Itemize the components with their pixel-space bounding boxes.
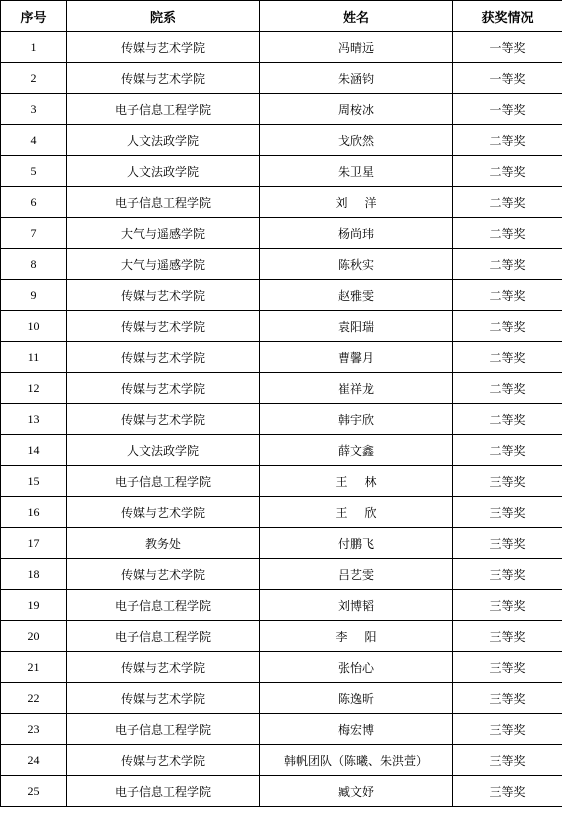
table-row <box>1 590 562 621</box>
cell-name: 曹馨月 <box>260 342 453 373</box>
cell-no: 7 <box>1 218 67 249</box>
cell-dept: 传媒与艺术学院 <box>67 652 260 683</box>
cell-dept: 人文法政学院 <box>67 125 260 156</box>
cell-award: 三等奖 <box>453 528 562 559</box>
table-row <box>1 311 562 342</box>
header-award: 获奖情况 <box>453 1 562 32</box>
cell-no: 20 <box>1 621 67 652</box>
table-row <box>1 652 562 683</box>
cell-dept: 传媒与艺术学院 <box>67 63 260 94</box>
cell-award: 一等奖 <box>453 94 562 125</box>
cell-name: 付鹏飞 <box>260 528 453 559</box>
cell-award: 三等奖 <box>453 652 562 683</box>
table-row <box>1 63 562 94</box>
cell-name: 杨尚玮 <box>260 218 453 249</box>
cell-award: 二等奖 <box>453 373 562 404</box>
table-row <box>1 249 562 280</box>
cell-award: 三等奖 <box>453 776 562 807</box>
cell-dept: 教务处 <box>67 528 260 559</box>
table-row <box>1 776 562 807</box>
header-dept: 院系 <box>67 1 260 32</box>
cell-award: 二等奖 <box>453 435 562 466</box>
cell-name: 吕艺雯 <box>260 559 453 590</box>
cell-name: 冯晴远 <box>260 32 453 63</box>
cell-award: 二等奖 <box>453 125 562 156</box>
table-row <box>1 745 562 776</box>
table-row <box>1 94 562 125</box>
cell-dept: 电子信息工程学院 <box>67 94 260 125</box>
table-row <box>1 497 562 528</box>
cell-name: 朱涵钧 <box>260 63 453 94</box>
table-row <box>1 528 562 559</box>
cell-name: 薛文鑫 <box>260 435 453 466</box>
cell-name: 王 林 <box>260 466 453 497</box>
cell-award: 二等奖 <box>453 249 562 280</box>
cell-name: 崔祥龙 <box>260 373 453 404</box>
cell-award: 二等奖 <box>453 404 562 435</box>
table-row <box>1 435 562 466</box>
cell-no: 2 <box>1 63 67 94</box>
cell-name: 陈秋实 <box>260 249 453 280</box>
cell-name: 张怡心 <box>260 652 453 683</box>
table-row <box>1 32 562 63</box>
cell-dept: 传媒与艺术学院 <box>67 559 260 590</box>
cell-dept: 传媒与艺术学院 <box>67 311 260 342</box>
cell-award: 二等奖 <box>453 156 562 187</box>
cell-award: 三等奖 <box>453 683 562 714</box>
table-row <box>1 373 562 404</box>
cell-no: 14 <box>1 435 67 466</box>
cell-name: 臧文妤 <box>260 776 453 807</box>
cell-award: 一等奖 <box>453 32 562 63</box>
cell-no: 12 <box>1 373 67 404</box>
cell-no: 24 <box>1 745 67 776</box>
table-row <box>1 218 562 249</box>
cell-no: 13 <box>1 404 67 435</box>
cell-award: 三等奖 <box>453 590 562 621</box>
cell-dept: 人文法政学院 <box>67 156 260 187</box>
cell-award: 二等奖 <box>453 218 562 249</box>
table-row <box>1 125 562 156</box>
cell-name: 戈欣然 <box>260 125 453 156</box>
cell-no: 5 <box>1 156 67 187</box>
cell-dept: 电子信息工程学院 <box>67 714 260 745</box>
cell-name: 韩帆团队（陈曦、朱洪萱） <box>260 745 453 776</box>
cell-no: 17 <box>1 528 67 559</box>
cell-award: 三等奖 <box>453 714 562 745</box>
cell-award: 二等奖 <box>453 311 562 342</box>
cell-dept: 传媒与艺术学院 <box>67 745 260 776</box>
header-name: 姓名 <box>260 1 453 32</box>
cell-dept: 传媒与艺术学院 <box>67 280 260 311</box>
cell-no: 18 <box>1 559 67 590</box>
cell-dept: 传媒与艺术学院 <box>67 404 260 435</box>
cell-no: 1 <box>1 32 67 63</box>
cell-no: 16 <box>1 497 67 528</box>
cell-dept: 传媒与艺术学院 <box>67 497 260 528</box>
cell-award: 一等奖 <box>453 63 562 94</box>
table-row <box>1 621 562 652</box>
cell-name: 李 阳 <box>260 621 453 652</box>
cell-award: 二等奖 <box>453 342 562 373</box>
cell-name: 刘 洋 <box>260 187 453 218</box>
cell-no: 9 <box>1 280 67 311</box>
table-row <box>1 683 562 714</box>
table-row <box>1 187 562 218</box>
cell-no: 15 <box>1 466 67 497</box>
table-row <box>1 466 562 497</box>
cell-award: 三等奖 <box>453 559 562 590</box>
cell-dept: 人文法政学院 <box>67 435 260 466</box>
cell-name: 袁阳瑞 <box>260 311 453 342</box>
header-row <box>1 1 562 32</box>
cell-dept: 传媒与艺术学院 <box>67 32 260 63</box>
table-row <box>1 342 562 373</box>
cell-dept: 电子信息工程学院 <box>67 466 260 497</box>
cell-dept: 电子信息工程学院 <box>67 590 260 621</box>
cell-dept: 传媒与艺术学院 <box>67 342 260 373</box>
cell-no: 21 <box>1 652 67 683</box>
cell-no: 25 <box>1 776 67 807</box>
cell-award: 三等奖 <box>453 497 562 528</box>
table-row <box>1 156 562 187</box>
cell-award: 二等奖 <box>453 280 562 311</box>
cell-name: 韩宇欣 <box>260 404 453 435</box>
table-row <box>1 404 562 435</box>
header-no: 序号 <box>1 1 67 32</box>
table-row <box>1 714 562 745</box>
cell-dept: 大气与遥感学院 <box>67 249 260 280</box>
cell-dept: 电子信息工程学院 <box>67 187 260 218</box>
cell-no: 3 <box>1 94 67 125</box>
table-body <box>1 32 562 807</box>
cell-no: 11 <box>1 342 67 373</box>
cell-name: 王 欣 <box>260 497 453 528</box>
cell-name: 陈逸昕 <box>260 683 453 714</box>
cell-award: 三等奖 <box>453 621 562 652</box>
table-row <box>1 280 562 311</box>
cell-no: 10 <box>1 311 67 342</box>
cell-no: 23 <box>1 714 67 745</box>
cell-name: 周桉冰 <box>260 94 453 125</box>
cell-dept: 电子信息工程学院 <box>67 776 260 807</box>
cell-no: 22 <box>1 683 67 714</box>
cell-dept: 传媒与艺术学院 <box>67 683 260 714</box>
cell-name: 刘博韬 <box>260 590 453 621</box>
cell-dept: 大气与遥感学院 <box>67 218 260 249</box>
cell-award: 三等奖 <box>453 745 562 776</box>
table-row <box>1 559 562 590</box>
cell-no: 8 <box>1 249 67 280</box>
cell-dept: 电子信息工程学院 <box>67 621 260 652</box>
cell-award: 三等奖 <box>453 466 562 497</box>
cell-name: 赵雅雯 <box>260 280 453 311</box>
cell-dept: 传媒与艺术学院 <box>67 373 260 404</box>
cell-no: 6 <box>1 187 67 218</box>
cell-no: 19 <box>1 590 67 621</box>
cell-name: 梅宏博 <box>260 714 453 745</box>
cell-name: 朱卫星 <box>260 156 453 187</box>
cell-no: 4 <box>1 125 67 156</box>
cell-award: 二等奖 <box>453 187 562 218</box>
